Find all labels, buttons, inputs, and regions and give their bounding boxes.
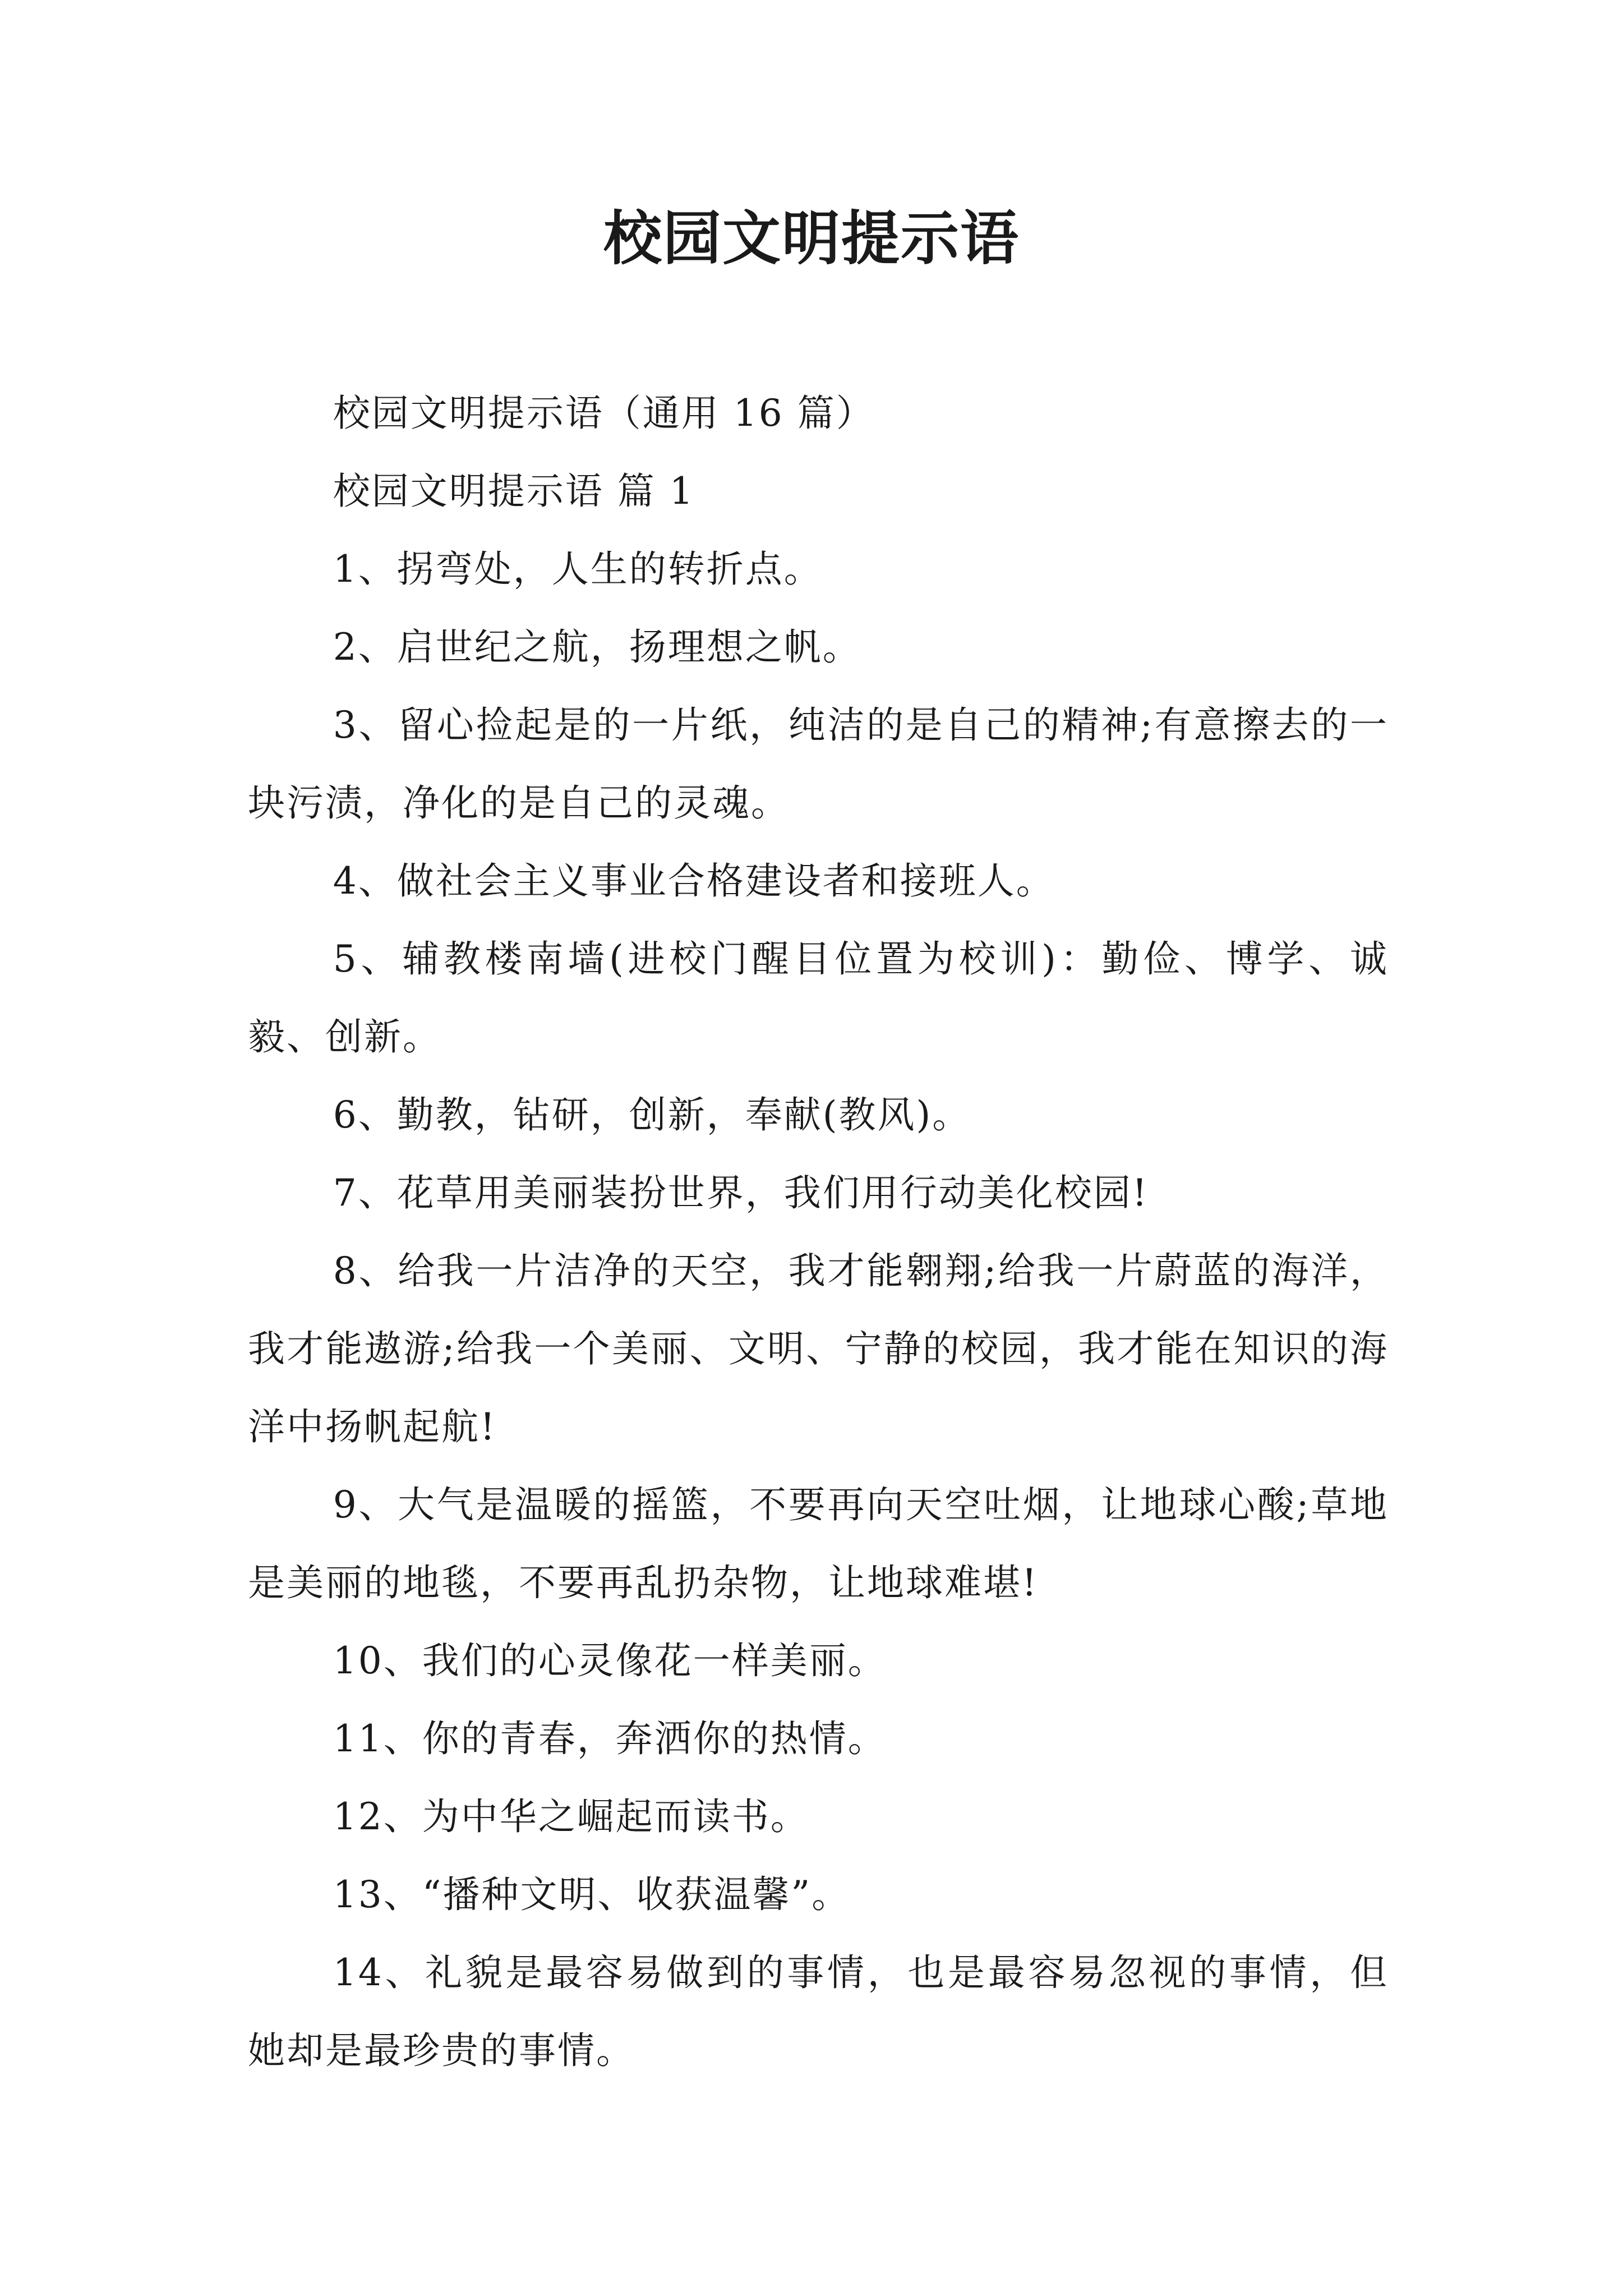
list-item: 10、我们的心灵像花一样美丽。	[333, 1639, 887, 1682]
list-item: 6、勤教，钻研，创新，奉献(教风)。	[333, 1093, 971, 1137]
list-item: 8、给我一片洁净的天空，我才能翱翔;给我一片蔚蓝的海洋，我才能遨游;给我一个美丽、文明、宁静的校园，我才能在知识的海洋中扬帆起航!	[248, 1249, 1389, 1448]
list-item: 9、大气是温暖的摇篮，不要再向天空吐烟，让地球心酸;草地是美丽的地毯，不要再乱扔杂物，让地球难堪!	[248, 1483, 1389, 1604]
list-item: 12、为中华之崛起而读书。	[333, 1795, 809, 1838]
list-item: 4、做社会主义事业合格建设者和接班人。	[333, 859, 1055, 903]
document-subtitle: 校园文明提示语（通用 16 篇）	[333, 392, 875, 435]
list-item: 3、留心捡起是的一片纸，纯洁的是自己的精神;有意擦去的一块污渍，净化的是自己的灵魂。	[248, 703, 1389, 825]
list-item: 14、礼貌是最容易做到的事情，也是最容易忽视的事情，但她却是最珍贵的事情。	[248, 1951, 1389, 2072]
list-item: 1、拐弯处，人生的转折点。	[333, 547, 823, 591]
list-item: 7、花草用美丽装扮世界，我们用行动美化校园!	[333, 1171, 1149, 1214]
document-title: 校园文明提示语	[603, 204, 1020, 273]
document-body	[248, 374, 1389, 2090]
list-item: 13、“播种文明、收获温馨”。	[333, 1873, 851, 1916]
list-item: 11、你的青春，奔洒你的热情。	[333, 1717, 887, 1760]
section-heading: 校园文明提示语 篇 1	[333, 470, 695, 513]
list-item: 2、启世纪之航，扬理想之帆。	[333, 625, 861, 669]
list-item: 5、辅教楼南墙(进校门醒目位置为校训)：勤俭、博学、诚毅、创新。	[248, 937, 1389, 1059]
